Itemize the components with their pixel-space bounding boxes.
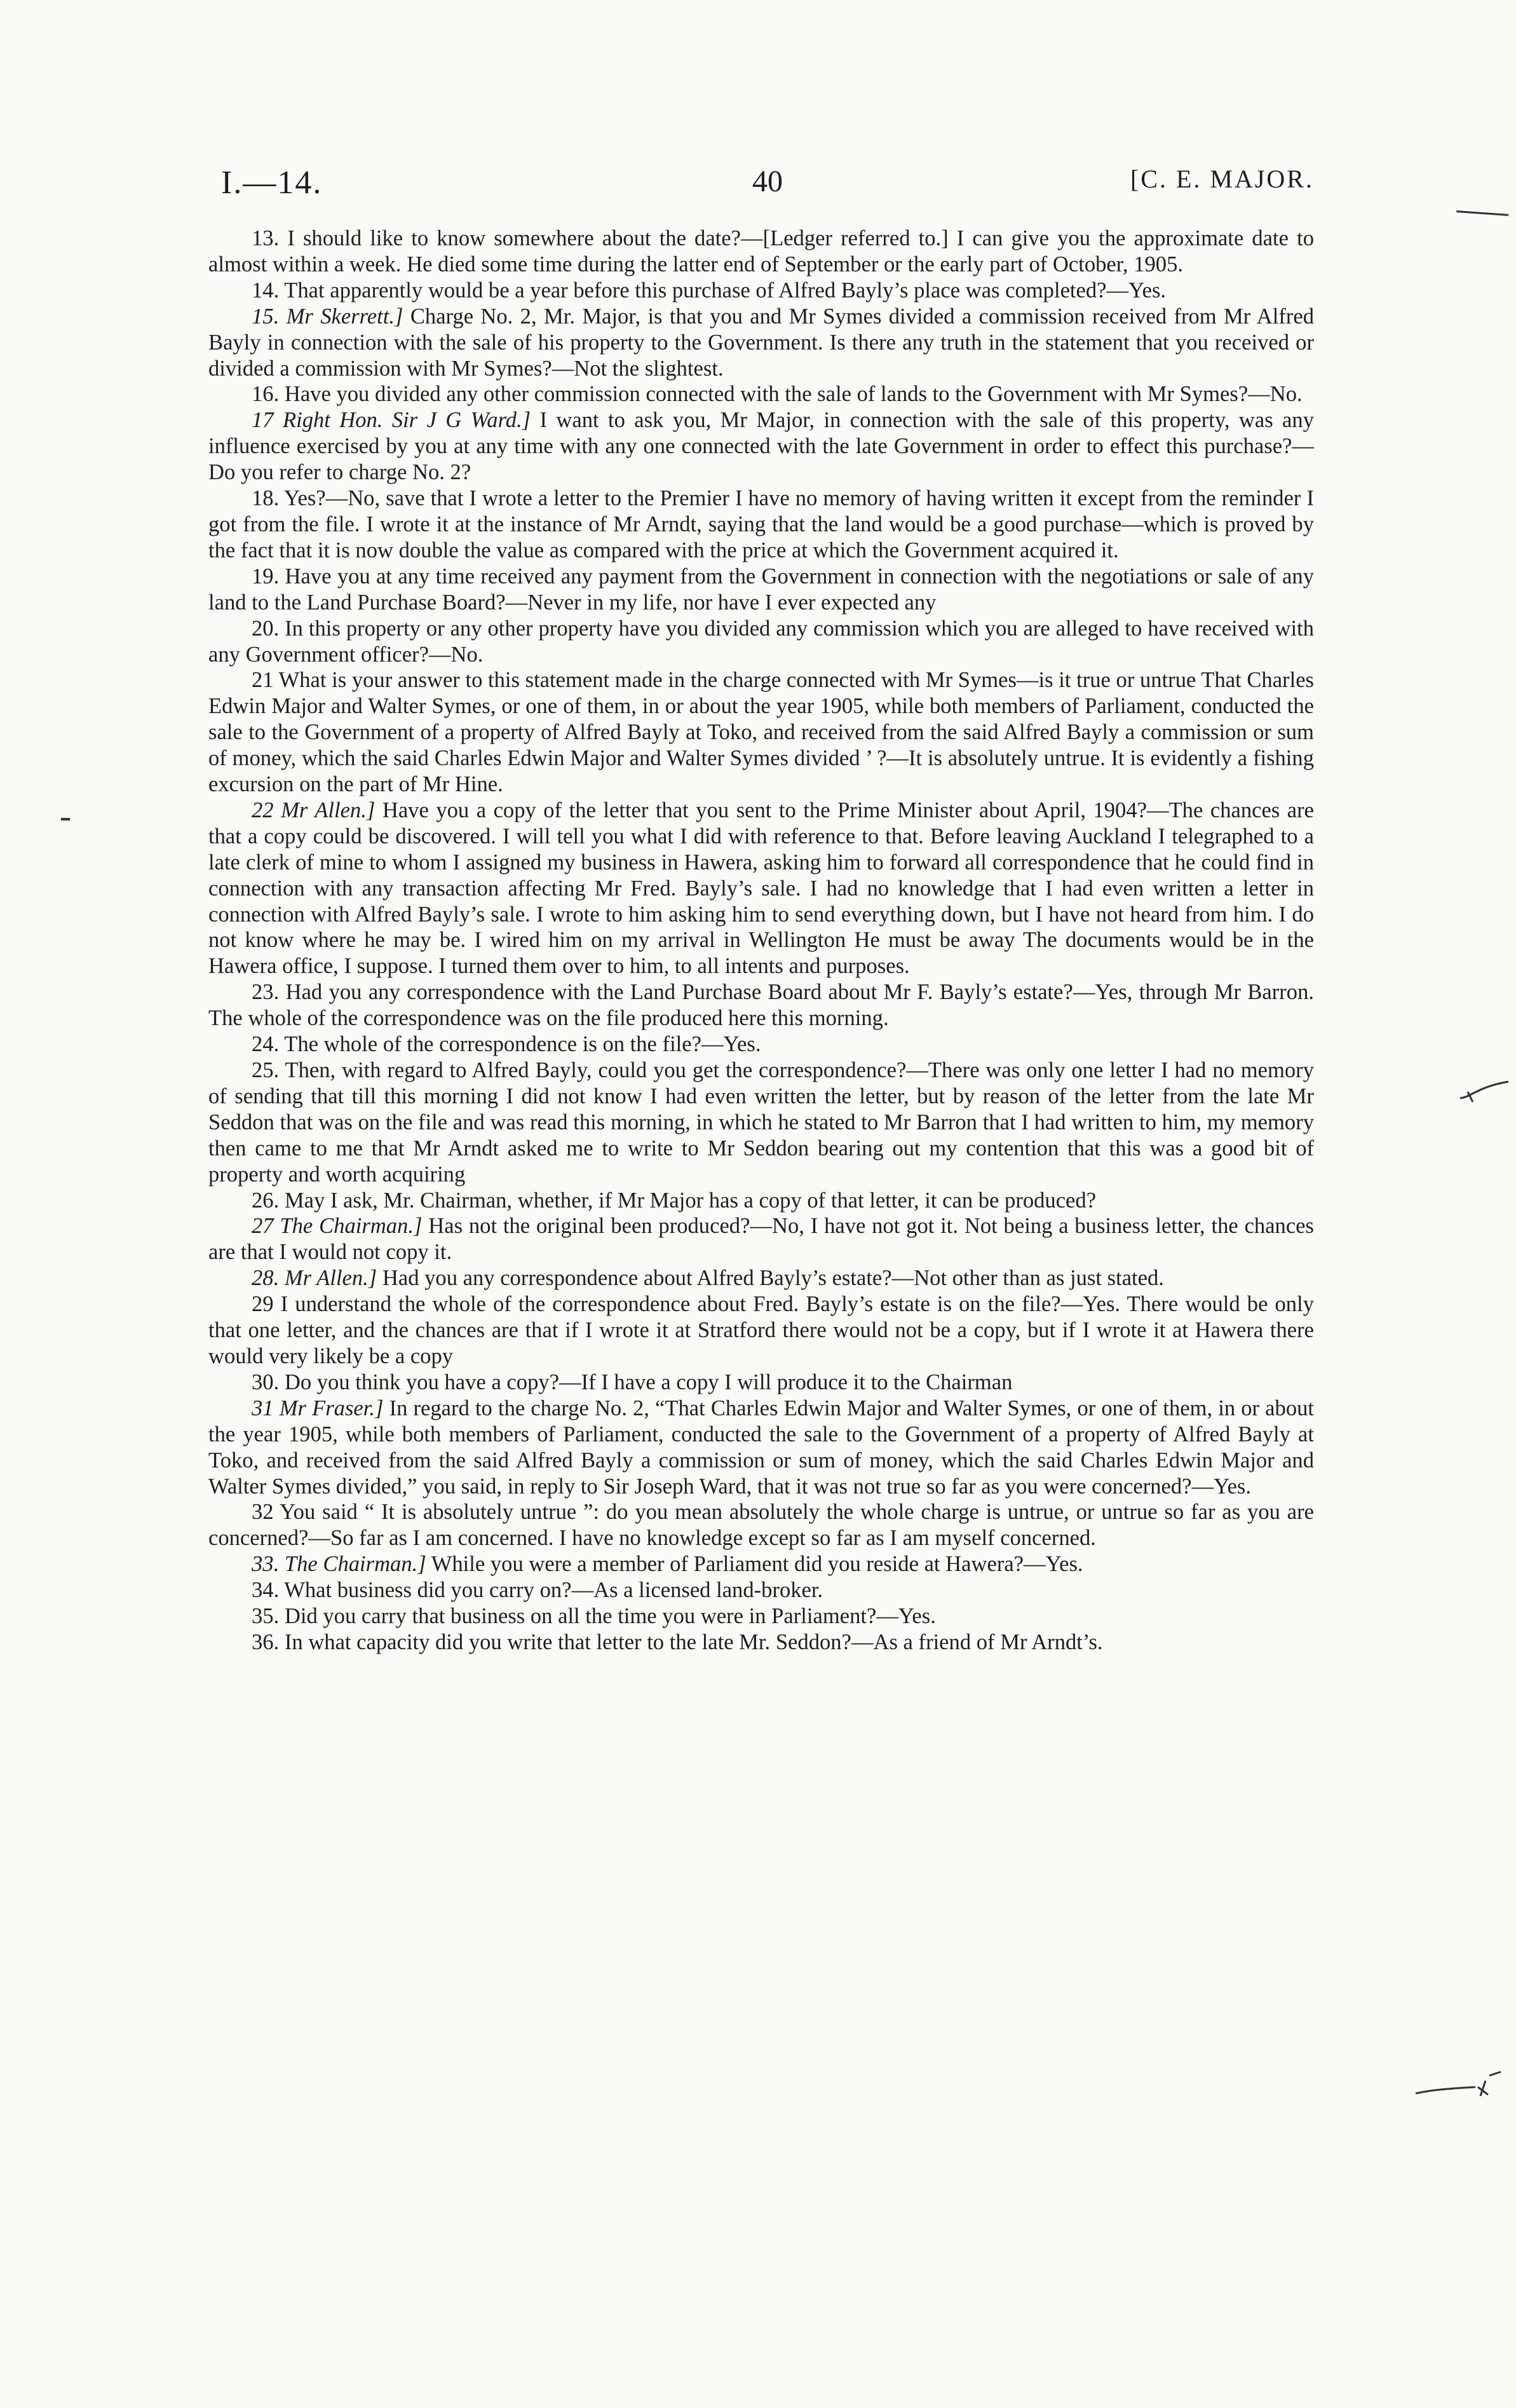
- speaker-lead: 33. The Chairman.]: [252, 1552, 426, 1577]
- paragraph: 28. Mr Allen.] Had you any correspondence about Alfred Bayly’s estate?—Not other than as just stated.: [252, 1266, 1164, 1291]
- margin-scribble: [1459, 1079, 1510, 1105]
- paragraph: 36. In what capacity did you write that letter to the late Mr. Seddon?—As a friend of Mr Arndt’s.: [252, 1629, 1103, 1654]
- speaker-lead: 15. Mr Skerrett.]: [252, 304, 403, 329]
- paragraph: 19. Have you at any time received any payment from the Government in connection with the negotiations or sale of any land to the Land Purchase Board?—Never in my life, nor have I ever expected any: [208, 564, 1314, 615]
- speaker-lead: 22 Mr Allen.]: [252, 798, 376, 822]
- paragraph: 33. The Chairman.] While you were a member of Parliament did you reside at Hawera?—Yes.: [252, 1552, 1083, 1577]
- paragraph: 29 I understand the whole of the correspondence about Fred. Bayly’s estate is on the file?—Yes. There would be only that one letter, and the chances are that if I wrote it at Stratford there would not be a copy, but if I wrote it at Hawera there would very likely be a copy: [208, 1292, 1314, 1368]
- paragraph: 24. The whole of the correspondence is on the file?—Yes.: [252, 1032, 761, 1057]
- speaker-lead: 27 The Chairman.]: [252, 1214, 423, 1239]
- paragraph: 31 Mr Fraser.] In regard to the charge No. 2, “That Charles Edwin Major and Walter Symes, or one of them, in or about the year 1905, while both members of Parliament, conducted the sale to the Government of a property of Alfred Bayly at Toko, and received from the said Alfred Bayly a commission or sum of money, which the said Charles Edwin Major and Walter Symes divided,” you said, in reply to Sir Joseph Ward, that it was not true so far as you were concerned?—Yes.: [208, 1396, 1314, 1499]
- paragraph: 16. Have you divided any other commission connected with the sale of lands to the Government with Mr Symes?—No.: [252, 382, 1303, 407]
- witness-name: [C. E. MAJOR.: [1130, 165, 1314, 193]
- speaker-lead: 31 Mr Fraser.]: [252, 1396, 384, 1420]
- paragraph: 34. What business did you carry on?—As a licensed land-broker.: [252, 1578, 823, 1603]
- margin-scribble: [1414, 2071, 1503, 2098]
- parliamentary-paper-reference: I.—14.: [221, 165, 323, 201]
- paragraph: 14. That apparently would be a year before this purchase of Alfred Bayly’s place was completed?—Yes.: [252, 278, 1167, 303]
- paragraph: 27 The Chairman.] Has not the original been produced?—No, I have not got it. Not being a business letter, the chances are that I would not copy it.: [208, 1214, 1314, 1265]
- paragraph: 17 Right Hon. Sir J G Ward.] I want to ask you, Mr Major, in connection with the sale of this property, was any influence exercised by you at any time with any one connected with the late Government in order to effect this purchase?—Do you refer to charge No. 2?: [208, 408, 1314, 485]
- paragraph: 15. Mr Skerrett.] Charge No. 2, Mr. Major, is that you and Mr Symes divided a commission received from Mr Alfred Bayly in connection with the sale of his property to the Government. Is there any truth in the statement that you received or divided a commission with Mr Symes?—Not the slightest.: [208, 304, 1314, 381]
- evidence-text: [208, 226, 1314, 1656]
- paragraph: 18. Yes?—No, save that I wrote a letter to the Premier I have no memory of having written it except from the reminder I got from the file. I wrote it at the instance of Mr Arndt, saying that the land would be a good purchase—which is proved by the fact that it is now double the value as compared with the price at which the Government acquired it.: [208, 486, 1314, 562]
- paragraph: 22 Mr Allen.] Have you a copy of the letter that you sent to the Prime Minister about April, 1904?—The chances are that a copy could be discovered. I will tell you what I did with reference to that. Before leaving Auckland I telegraphed to a late clerk of mine to whom I assigned my business in Hawera, asking him to forward all correspondence that he could find in connection with any transaction affecting Mr Fred. Bayly’s sale. I had no knowledge that I had even written a letter in connection with Alfred Bayly’s sale. I wrote to him asking him to send everything down, but I have not heard from him. I do not know where he may be. I wired him on my arrival in Wellington He must be away The documents would be in the Hawera office, I suppose. I turned them over to him, to all intents and purposes.: [208, 798, 1314, 979]
- paragraph: 20. In this property or any other property have you divided any commission which you are alleged to have received with any Government officer?—No.: [208, 616, 1314, 667]
- margin-stroke: [1456, 210, 1508, 220]
- margin-dash: [61, 818, 70, 820]
- paragraph: 26. May I ask, Mr. Chairman, whether, if Mr Major has a copy of that letter, it can be produced?: [252, 1188, 1097, 1213]
- paragraph: 32 You said “ It is absolutely untrue ”: do you mean absolutely the whole charge is untrue, or untrue so far as you are concerned?—So far as I am concerned. I have no knowledge except so far as I am myself concerned.: [208, 1500, 1314, 1551]
- speaker-lead: 28. Mr Allen.]: [252, 1266, 377, 1291]
- paragraph: 13. I should like to know somewhere about the date?—[Ledger referred to.] I can give you the approximate date to almost within a week. He died some time during the latter end of September or the early part of October, 1905.: [208, 226, 1314, 276]
- paragraph: 30. Do you think you have a copy?—If I have a copy I will produce it to the Chairman: [252, 1370, 1013, 1394]
- paragraph: 35. Did you carry that business on all the time you were in Parliament?—Yes.: [252, 1604, 936, 1629]
- paragraph: 23. Had you any correspondence with the Land Purchase Board about Mr F. Bayly’s estate?—Yes, through Mr Barron. The whole of the correspondence was on the file produced here this morning.: [208, 980, 1314, 1031]
- paragraph: 25. Then, with regard to Alfred Bayly, could you get the correspondence?—There was only one letter I had no memory of sending that till this morning I did not know I had even written the letter, but by reason of the letter from the late Mr Seddon that was on the file and was read this morning, in which he stated to Mr Barron that I had written to him, my memory then came to me that Mr Arndt asked me to write to Mr Seddon bearing out my contention that this was a good bit of property and worth acquiring: [208, 1058, 1314, 1187]
- page-header: [221, 164, 1314, 208]
- page-number: 40: [752, 165, 783, 198]
- paragraph: 21 What is your answer to this statement made in the charge connected with Mr Symes—is it true or untrue That Charles Edwin Major and Walter Symes, or one of them, in or about the year 1905, while both members of Parliament, conducted the sale to the Government of a property of Alfred Bayly at Toko, and received from the said Alfred Bayly a commission or sum of money, which the said Charles Edwin Major and Walter Symes divided ’ ?—It is absolutely untrue. It is evidently a fishing excursion on the part of Mr Hine.: [208, 668, 1314, 797]
- speaker-lead: 17 Right Hon. Sir J G Ward.]: [252, 408, 531, 433]
